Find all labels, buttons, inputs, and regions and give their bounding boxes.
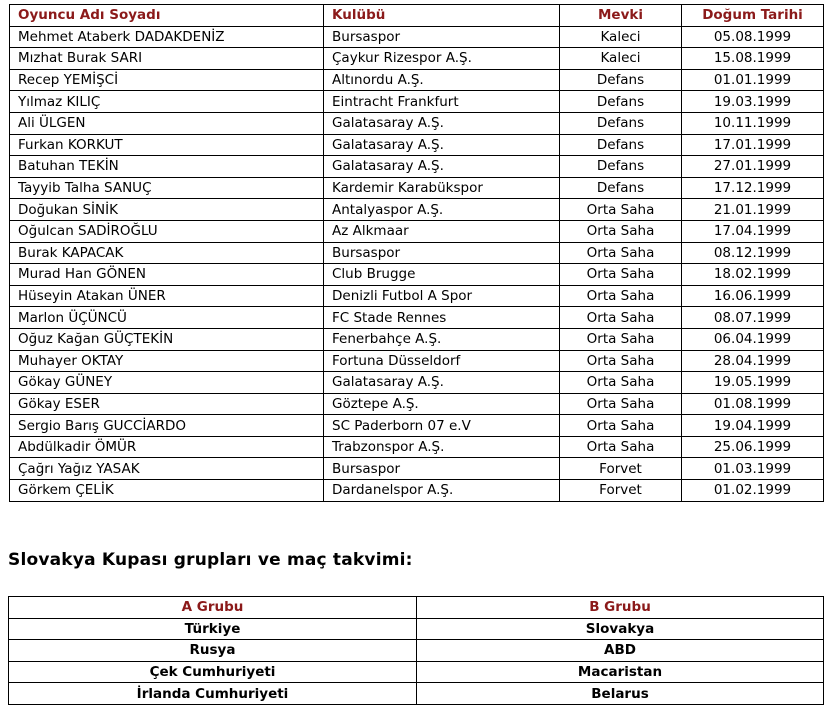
cell-club: Trabzonspor A.Ş. <box>324 436 560 458</box>
cell-position: Forvet <box>560 458 682 480</box>
cell-birth-date: 28.04.1999 <box>682 350 824 372</box>
cell-birth-date: 06.04.1999 <box>682 328 824 350</box>
header-group-a: A Grubu <box>9 597 417 619</box>
cell-club: Dardanelspor A.Ş. <box>324 480 560 502</box>
cell-club: SC Paderborn 07 e.V <box>324 415 560 437</box>
cell-club: Galatasaray A.Ş. <box>324 372 560 394</box>
table-row <box>10 112 824 134</box>
table-row <box>10 328 824 350</box>
cell-player-name: Batuhan TEKİN <box>10 156 324 178</box>
table-row <box>10 350 824 372</box>
header-name: Oyuncu Adı Soyadı <box>10 5 324 27</box>
players-header-row <box>10 5 824 27</box>
cell-birth-date: 19.05.1999 <box>682 372 824 394</box>
cell-position: Defans <box>560 156 682 178</box>
cell-club: Bursaspor <box>324 26 560 48</box>
cell-birth-date: 01.03.1999 <box>682 458 824 480</box>
cell-birth-date: 08.12.1999 <box>682 242 824 264</box>
cell-player-name: Sergio Barış GUCCİARDO <box>10 415 324 437</box>
table-row <box>10 393 824 415</box>
cell-player-name: Gökay ESER <box>10 393 324 415</box>
cell-group-b-team: Slovakya <box>417 618 824 640</box>
table-row <box>10 415 824 437</box>
header-position: Mevki <box>560 5 682 27</box>
table-row <box>10 264 824 286</box>
cell-birth-date: 27.01.1999 <box>682 156 824 178</box>
cell-club: Galatasaray A.Ş. <box>324 156 560 178</box>
cell-player-name: Oğulcan SADİROĞLU <box>10 220 324 242</box>
cell-birth-date: 18.02.1999 <box>682 264 824 286</box>
cell-club: Kardemir Karabükspor <box>324 177 560 199</box>
cell-birth-date: 01.08.1999 <box>682 393 824 415</box>
players-table <box>9 4 824 502</box>
cell-birth-date: 01.01.1999 <box>682 69 824 91</box>
cell-position: Kaleci <box>560 48 682 70</box>
cell-group-a-team: Türkiye <box>9 618 417 640</box>
cell-player-name: Murad Han GÖNEN <box>10 264 324 286</box>
table-row <box>10 372 824 394</box>
groups-header-row <box>9 597 824 619</box>
cell-birth-date: 08.07.1999 <box>682 307 824 329</box>
table-row <box>9 661 824 683</box>
cell-player-name: Recep YEMİŞCİ <box>10 69 324 91</box>
cell-club: Altınordu A.Ş. <box>324 69 560 91</box>
cell-position: Defans <box>560 69 682 91</box>
table-row <box>10 91 824 113</box>
cell-club: Çaykur Rizespor A.Ş. <box>324 48 560 70</box>
cell-club: Az Alkmaar <box>324 220 560 242</box>
cell-position: Orta Saha <box>560 264 682 286</box>
cell-birth-date: 01.02.1999 <box>682 480 824 502</box>
cell-club: Galatasaray A.Ş. <box>324 112 560 134</box>
groups-table <box>8 596 824 705</box>
cell-player-name: Mehmet Ataberk DADAKDENİZ <box>10 26 324 48</box>
header-birth-date: Doğum Tarihi <box>682 5 824 27</box>
table-row <box>10 134 824 156</box>
table-row <box>10 156 824 178</box>
cell-player-name: Marlon ÜÇÜNCÜ <box>10 307 324 329</box>
table-row <box>10 199 824 221</box>
cell-position: Orta Saha <box>560 242 682 264</box>
cell-position: Orta Saha <box>560 307 682 329</box>
cell-birth-date: 17.04.1999 <box>682 220 824 242</box>
cell-club: Denizli Futbol A Spor <box>324 285 560 307</box>
header-group-b: B Grubu <box>417 597 824 619</box>
table-row <box>10 285 824 307</box>
table-row <box>10 458 824 480</box>
cell-position: Orta Saha <box>560 220 682 242</box>
cell-position: Orta Saha <box>560 328 682 350</box>
cell-birth-date: 05.08.1999 <box>682 26 824 48</box>
cell-group-b-team: Macaristan <box>417 661 824 683</box>
cell-club: Bursaspor <box>324 458 560 480</box>
cell-player-name: Görkem ÇELİK <box>10 480 324 502</box>
cell-birth-date: 17.12.1999 <box>682 177 824 199</box>
cell-player-name: Furkan KORKUT <box>10 134 324 156</box>
cell-club: Göztepe A.Ş. <box>324 393 560 415</box>
table-row <box>9 683 824 705</box>
cell-player-name: Çağrı Yağız YASAK <box>10 458 324 480</box>
cell-player-name: Muhayer OKTAY <box>10 350 324 372</box>
cell-birth-date: 10.11.1999 <box>682 112 824 134</box>
table-row <box>10 26 824 48</box>
table-row <box>9 618 824 640</box>
cell-birth-date: 17.01.1999 <box>682 134 824 156</box>
cell-position: Defans <box>560 177 682 199</box>
cell-group-b-team: Belarus <box>417 683 824 705</box>
table-row <box>9 640 824 662</box>
cell-birth-date: 15.08.1999 <box>682 48 824 70</box>
cell-player-name: Abdülkadir ÖMÜR <box>10 436 324 458</box>
cell-position: Kaleci <box>560 26 682 48</box>
cell-position: Orta Saha <box>560 350 682 372</box>
table-row <box>10 480 824 502</box>
cell-position: Orta Saha <box>560 199 682 221</box>
header-club: Kulübü <box>324 5 560 27</box>
cell-position: Defans <box>560 112 682 134</box>
cell-group-a-team: Rusya <box>9 640 417 662</box>
cell-player-name: Ali ÜLGEN <box>10 112 324 134</box>
cell-club: FC Stade Rennes <box>324 307 560 329</box>
table-row <box>10 307 824 329</box>
cell-club: Galatasaray A.Ş. <box>324 134 560 156</box>
cell-player-name: Tayyib Talha SANUÇ <box>10 177 324 199</box>
table-row <box>10 48 824 70</box>
cell-player-name: Burak KAPACAK <box>10 242 324 264</box>
table-row <box>10 220 824 242</box>
groups-body <box>9 618 824 704</box>
cell-club: Club Brugge <box>324 264 560 286</box>
players-body <box>10 26 824 501</box>
cell-birth-date: 25.06.1999 <box>682 436 824 458</box>
cell-position: Orta Saha <box>560 436 682 458</box>
cell-birth-date: 16.06.1999 <box>682 285 824 307</box>
cell-player-name: Yılmaz KILIÇ <box>10 91 324 113</box>
cell-position: Defans <box>560 91 682 113</box>
cell-group-a-team: Çek Cumhuriyeti <box>9 661 417 683</box>
table-row <box>10 177 824 199</box>
cell-position: Defans <box>560 134 682 156</box>
cell-group-a-team: İrlanda Cumhuriyeti <box>9 683 417 705</box>
cell-position: Orta Saha <box>560 372 682 394</box>
cell-position: Orta Saha <box>560 415 682 437</box>
cell-position: Forvet <box>560 480 682 502</box>
cell-club: Fenerbahçe A.Ş. <box>324 328 560 350</box>
cell-player-name: Hüseyin Atakan ÜNER <box>10 285 324 307</box>
cell-player-name: Gökay GÜNEY <box>10 372 324 394</box>
cell-position: Orta Saha <box>560 393 682 415</box>
section-heading: Slovakya Kupası grupları ve maç takvimi: <box>8 550 413 570</box>
table-row <box>10 436 824 458</box>
cell-club: Fortuna Düsseldorf <box>324 350 560 372</box>
cell-club: Bursaspor <box>324 242 560 264</box>
cell-club: Antalyaspor A.Ş. <box>324 199 560 221</box>
cell-player-name: Mızhat Burak SARI <box>10 48 324 70</box>
cell-club: Eintracht Frankfurt <box>324 91 560 113</box>
cell-player-name: Doğukan SİNİK <box>10 199 324 221</box>
cell-birth-date: 21.01.1999 <box>682 199 824 221</box>
cell-player-name: Oğuz Kağan GÜÇTEKİN <box>10 328 324 350</box>
cell-birth-date: 19.04.1999 <box>682 415 824 437</box>
cell-group-b-team: ABD <box>417 640 824 662</box>
cell-position: Orta Saha <box>560 285 682 307</box>
table-row <box>10 69 824 91</box>
cell-birth-date: 19.03.1999 <box>682 91 824 113</box>
table-row <box>10 242 824 264</box>
